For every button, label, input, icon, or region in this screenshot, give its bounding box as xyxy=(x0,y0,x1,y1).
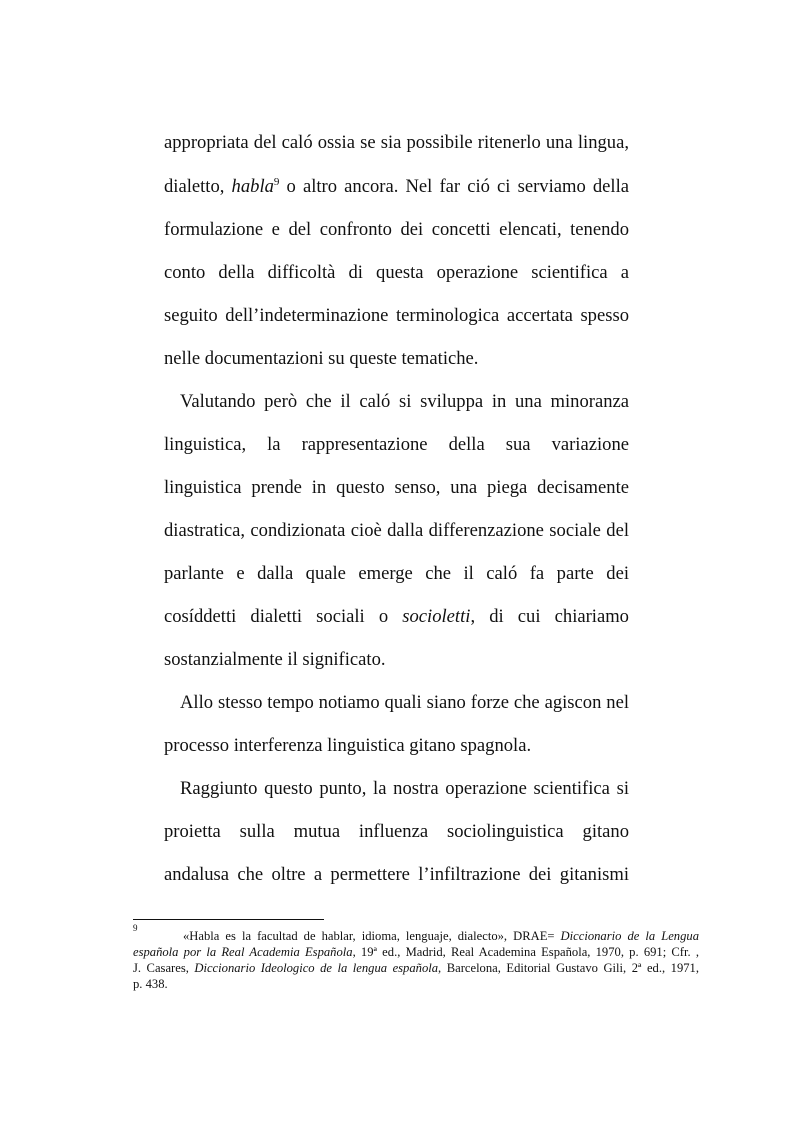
body-line: Allo stesso tempo notiamo quali siano forze che agiscon nel xyxy=(180,692,629,713)
text-run: cosíddetti dialetti sociali o xyxy=(164,606,403,627)
footnote-line: p. 438. xyxy=(133,977,168,991)
body-line: linguistica, la rappresentazione della sua variazione xyxy=(164,434,629,455)
text-run: , Barcelona, Editorial Gustavo Gili, 2ª ed., 1971, xyxy=(438,961,699,975)
body-line: diastratica, condizionata cioè dalla differenzazione sociale del xyxy=(164,520,629,541)
footnote-divider xyxy=(133,919,324,920)
text-run: , 19ª ed., Madrid, Real Academina Española, 1970, p. 691; Cfr. , xyxy=(352,945,699,959)
text-run: , di cui chiariamo xyxy=(470,606,629,627)
footnote-line xyxy=(183,928,699,944)
body-line: proietta sulla mutua influenza sociolinguistica gitano xyxy=(164,821,629,842)
body-line: seguito dell’indeterminazione terminologica accertata spesso xyxy=(164,305,629,326)
text-run: o altro ancora. Nel far ció ci serviamo della xyxy=(279,176,630,197)
body-line xyxy=(164,176,629,198)
body-line: processo interferenza linguistica gitano spagnola. xyxy=(164,735,532,756)
body-line: formulazione e del confronto dei concetti elencati, tenendo xyxy=(164,219,629,240)
body-line: appropriata del caló ossia se sia possibile ritenerlo una lingua, xyxy=(164,132,629,153)
footnote-line xyxy=(133,944,699,960)
body-line: parlante e dalla quale emerge che il caló fa parte dei xyxy=(164,563,629,584)
footnote-reference[interactable]: 9 xyxy=(273,176,280,188)
italic-term-socioletti: socioletti xyxy=(402,606,471,627)
body-line: nelle documentazioni su queste tematiche. xyxy=(164,348,479,369)
text-run: dialetto, xyxy=(164,176,232,197)
body-line: conto della difficoltà di questa operazione scientifica a xyxy=(164,262,629,283)
italic-citation: Diccionario Ideologico de la lengua española xyxy=(194,961,439,975)
text-run: «Habla es la facultad de hablar, idioma, lenguaje, dialecto», DRAE= xyxy=(183,929,561,943)
body-line: Valutando però che il caló si sviluppa in una minoranza xyxy=(180,391,629,412)
body-line: sostanzialmente il significato. xyxy=(164,649,386,670)
body-line: linguistica prende in questo senso, una piega decisamente xyxy=(164,477,629,498)
body-line xyxy=(164,606,629,628)
body-line: andalusa che oltre a permettere l’infiltrazione dei gitanismi xyxy=(164,864,629,885)
italic-term-habla: habla xyxy=(231,176,274,197)
italic-citation: Diccionario de la Lengua xyxy=(560,929,699,943)
text-run: J. Casares, xyxy=(133,961,195,975)
body-line: Raggiunto questo punto, la nostra operazione scientifica si xyxy=(180,778,629,799)
footnote-number: 9 xyxy=(133,923,138,933)
footnote-line xyxy=(133,960,699,976)
italic-citation: española por la Real Academia Española xyxy=(133,945,353,959)
